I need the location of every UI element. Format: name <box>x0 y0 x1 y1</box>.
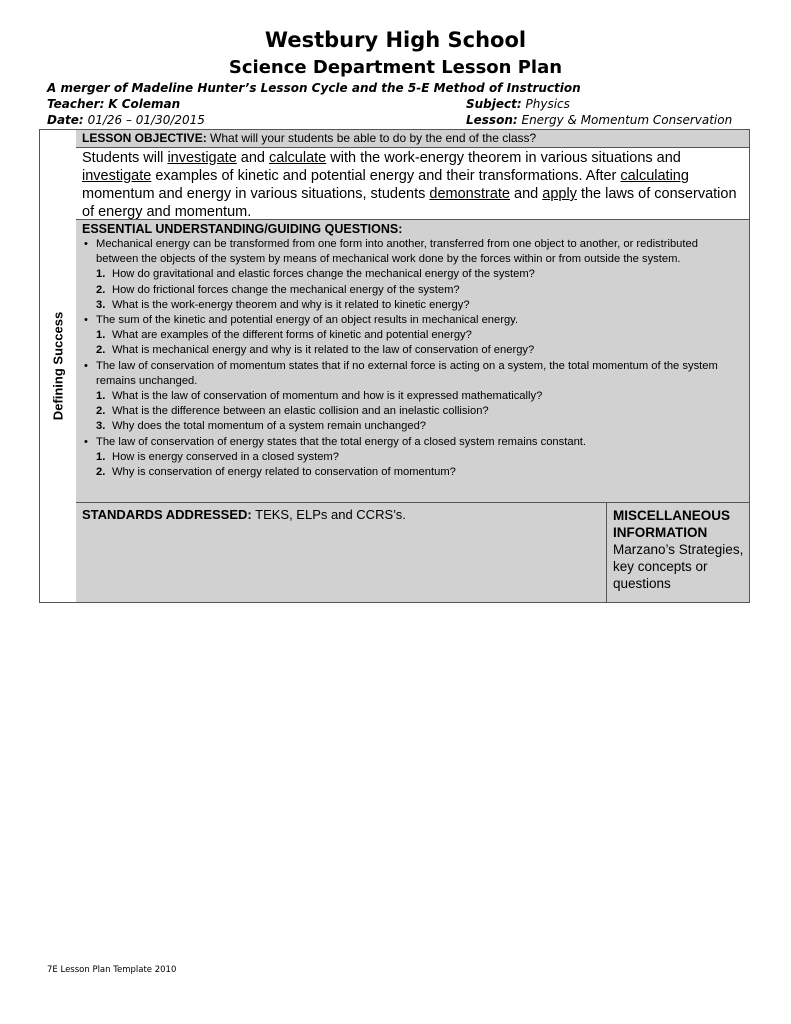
objective-verb-calculate: calculate <box>269 150 327 166</box>
question-number: 2. <box>96 466 106 479</box>
misc-text: Marzano’s Strategies, key concepts or questions <box>613 542 744 591</box>
side-column <box>40 130 77 602</box>
bullet-icon: • <box>84 435 88 448</box>
guiding-question <box>82 450 737 465</box>
standards-addressed-cell <box>76 503 607 602</box>
question-number: 3. <box>96 420 106 433</box>
guiding-question <box>82 283 737 298</box>
objective-text <box>76 148 749 220</box>
guiding-question <box>82 267 737 282</box>
guiding-question <box>82 404 737 419</box>
subject-value: Physics <box>525 97 570 111</box>
merger-subtitle: A merger of Madeline Hunter’s Lesson Cycle and the 5-E Method of Instruction <box>47 81 581 95</box>
question-text: How do gravitational and elastic forces change the mechanical energy of the system? <box>112 268 535 281</box>
objective-verb-calculating: calculating <box>620 168 689 184</box>
lesson-label: Lesson: <box>466 113 518 127</box>
objective-text-7: the laws of conservation of energy and momentum. <box>82 186 737 220</box>
question-text: What is the difference between an elastic collision and an inelastic collision? <box>112 405 489 418</box>
misc-heading: MISCELLANEOUS INFORMATION <box>613 508 731 540</box>
guiding-question <box>82 465 737 480</box>
question-number: 3. <box>96 298 106 311</box>
defining-success-label: Defining Success <box>50 311 66 421</box>
miscellaneous-information-cell <box>607 503 749 602</box>
date-label: Date: <box>47 113 84 127</box>
standards-label: STANDARDS ADDRESSED: <box>82 507 252 522</box>
bullet-icon: • <box>84 314 88 327</box>
department-title: Science Department Lesson Plan <box>228 57 563 78</box>
bullet-icon: • <box>84 238 88 250</box>
teacher-label: Teacher: <box>47 97 105 111</box>
question-text: Why is conservation of energy related to conservation of momentum? <box>112 466 456 479</box>
template-footer: 7E Lesson Plan Template 2010 <box>47 965 177 975</box>
question-text: How is energy conserved in a closed system? <box>112 450 339 463</box>
understanding-bullet <box>82 359 737 389</box>
objective-text-3: with the work-energy theorem in various situations and <box>326 150 681 166</box>
understanding-bullet <box>82 313 737 328</box>
question-number: 1. <box>96 268 106 281</box>
question-text: What are examples of the different forms of kinetic and potential energy? <box>112 329 472 342</box>
objective-verb-investigate-2: investigate <box>82 168 152 184</box>
standards-value: TEKS, ELPs and CCRS’s. <box>255 507 406 522</box>
bullet-text: The law of conservation of momentum states that if no external force is acting on a system, the total momentum of the system remains unchanged. <box>96 359 718 387</box>
objective-text-4: examples of kinetic and potential energy and their transformations. After <box>151 168 621 184</box>
objective-text-2: and <box>236 150 270 166</box>
guiding-question <box>82 343 737 358</box>
lesson-value: Energy & Momentum Conservation <box>521 113 733 127</box>
objective-prompt: What will your students be able to do by the end of the class? <box>210 131 537 145</box>
objective-verb-apply: apply <box>542 186 577 202</box>
lesson-plan-table <box>39 129 750 603</box>
question-text: What is the law of conservation of momentum and how is it expressed mathematically? <box>112 390 543 403</box>
question-number: 1. <box>96 450 106 463</box>
subject-line <box>466 97 570 111</box>
question-number: 1. <box>96 329 106 342</box>
understanding-bullet <box>82 435 737 450</box>
teacher-line <box>47 97 180 111</box>
objective-verb-demonstrate: demonstrate <box>429 186 510 202</box>
objective-text-5: momentum and energy in various situations, students <box>82 186 430 202</box>
objective-text-1: Students will <box>82 150 168 166</box>
teacher-value: K Coleman <box>108 97 181 111</box>
bullet-text: Mechanical energy can be transformed from one form into another, transferred from one object to another, or redistributed between the objects of the system by means of mechanical work done by the forces within or from outside the system. <box>96 238 698 266</box>
date-line <box>47 113 205 127</box>
question-text: What is the work-energy theorem and why is it related to kinetic energy? <box>112 298 470 311</box>
question-number: 2. <box>96 405 106 418</box>
bullet-text: The sum of the kinetic and potential energy of an object results in mechanical energy. <box>96 314 519 327</box>
subject-label: Subject: <box>466 97 522 111</box>
question-number: 1. <box>96 390 106 403</box>
guiding-question <box>82 419 737 434</box>
objective-label: LESSON OBJECTIVE: <box>82 131 207 145</box>
lesson-line <box>466 113 732 127</box>
objective-verb-investigate: investigate <box>167 150 237 166</box>
question-text: Why does the total momentum of a system remain unchanged? <box>112 420 427 433</box>
bullet-text: The law of conservation of energy states that the total energy of a closed system remains constant. <box>96 435 587 448</box>
question-number: 2. <box>96 283 106 296</box>
question-text: What is mechanical energy and why is it related to the law of conservation of energy? <box>112 344 535 357</box>
essential-understanding-heading: ESSENTIAL UNDERSTANDING/GUIDING QUESTIONS: <box>82 222 403 236</box>
guiding-question <box>82 298 737 313</box>
objective-text-6: and <box>510 186 543 202</box>
date-value: 01/26 – 01/30/2015 <box>87 113 205 127</box>
guiding-question <box>82 328 737 343</box>
question-number: 2. <box>96 344 106 357</box>
bullet-icon: • <box>84 359 88 372</box>
guiding-question <box>82 389 737 404</box>
school-title: Westbury High School <box>264 28 527 52</box>
essential-understanding-section <box>76 220 749 503</box>
question-text: How do frictional forces change the mechanical energy of the system? <box>112 283 460 296</box>
objective-header-row <box>76 130 749 148</box>
understanding-bullet <box>82 237 737 267</box>
